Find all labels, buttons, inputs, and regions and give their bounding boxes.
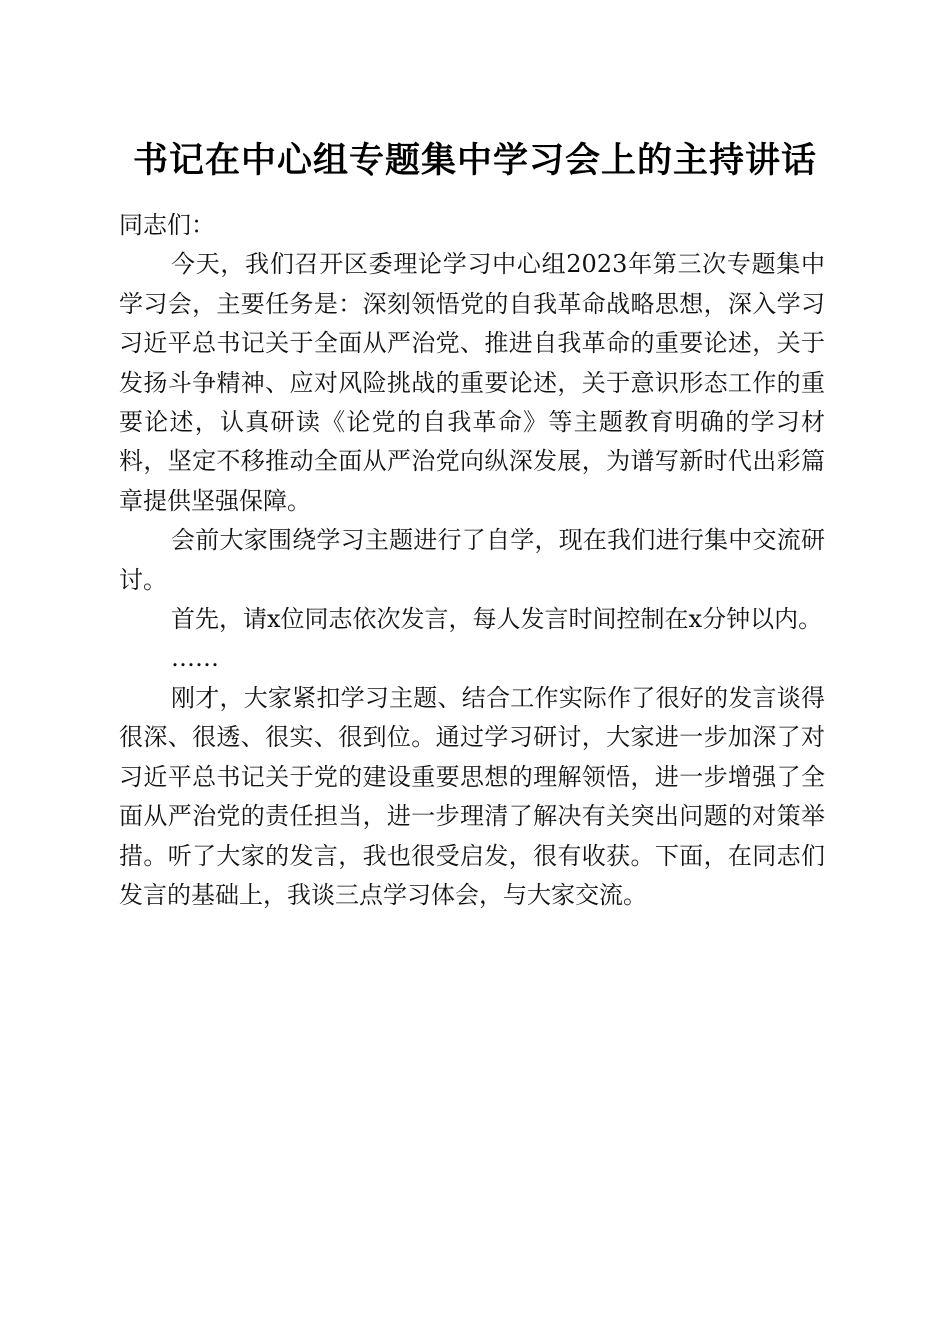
paragraph-opening: 今天，我们召开区委理论学习中心组2023年第三次专题集中学习会，主要任务是：深刻领悟党的自我革命战略思想，深入学习习近平总书记关于全面从严治党、推进自我革命的重要论述，关于发扬斗争精神、应对风险挑战的重要论述，关于意识形态工作的重要论述，认真研读《论党的自我革命》等主题教育明确的学习材料，坚定不移推动全面从严治党向纵深发展，为谱写新时代出彩篇章提供坚强保障。 bbox=[119, 250, 825, 515]
paragraph-self-study: 会前大家围绕学习主题进行了自学，现在我们进行集中交流研讨。 bbox=[119, 526, 825, 594]
paragraph-speaking-order: 首先，请x位同志依次发言，每人发言时间控制在x分钟以内。 bbox=[171, 605, 823, 634]
document-body bbox=[119, 206, 825, 915]
salutation: 同志们： bbox=[119, 211, 215, 239]
ellipsis: …… bbox=[171, 644, 219, 673]
paragraph-closing: 刚才，大家紧扣学习主题、结合工作实际作了很好的发言谈得很深、很透、很实、很到位。通过学习研讨，大家进一步加深了对习近平总书记关于党的建设重要思想的理解领悟，进一步增强了全面从严治党的责任担当，进一步理清了解决有关突出问题的对策举措。听了大家的发言，我也很受启发，很有收获。下面，在同志们发言的基础上，我谈三点学习体会，与大家交流。 bbox=[119, 683, 825, 909]
document-title: 书记在中心组专题集中学习会上的主持讲话 bbox=[132, 140, 817, 181]
